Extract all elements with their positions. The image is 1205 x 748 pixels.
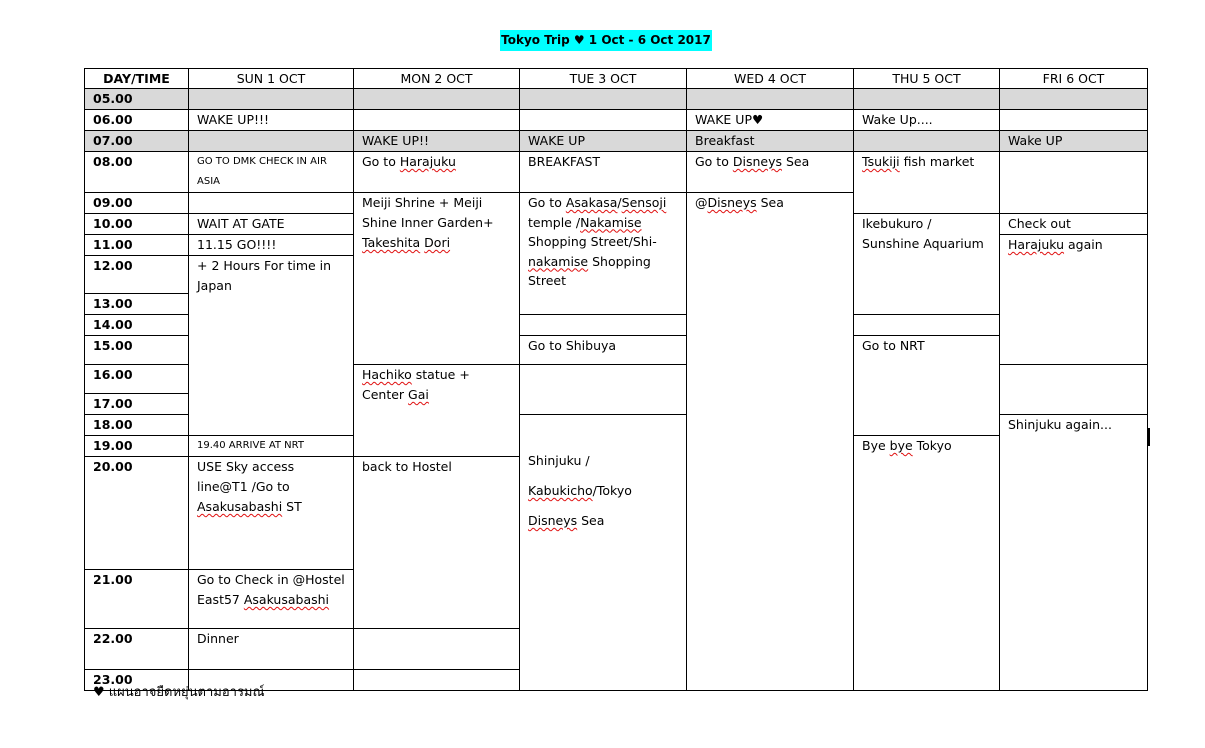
thu-wake: Wake Up.... (854, 110, 1000, 131)
cell-empty (354, 670, 520, 691)
tue-shinjuku (520, 415, 687, 691)
text: Shopping Street (528, 253, 651, 288)
time-cell: 12.00 (85, 256, 189, 294)
text: Disneys (732, 154, 782, 169)
sun-arrive: 19.40 ARRIVE AT NRT (189, 436, 354, 457)
text: /Tokyo (592, 483, 632, 498)
text: Asakasa (565, 195, 618, 210)
text: Sea (781, 154, 810, 169)
text: Disneys (528, 513, 578, 528)
time-cell: 08.00 (85, 152, 189, 193)
text: ST (282, 499, 302, 514)
time-cell: 20.00 (85, 457, 189, 570)
sun-dinner: Dinner (189, 629, 354, 670)
text: Go to (362, 154, 400, 169)
thu-tsukiji (854, 152, 1000, 214)
text: Takeshita (362, 235, 421, 250)
time-cell: 23.00 (85, 670, 189, 691)
cell-empty (520, 89, 687, 110)
time-cell: 13.00 (85, 294, 189, 315)
header-daytime: DAY/TIME (85, 69, 189, 89)
wed-go-disney (687, 152, 854, 193)
text: Disneys (707, 195, 757, 210)
mon-meiji (354, 193, 520, 365)
time-cell: 07.00 (85, 131, 189, 152)
text-cursor (1148, 428, 1150, 446)
header-row (85, 69, 1148, 89)
table-row (85, 89, 1148, 110)
cell-empty (1000, 152, 1148, 214)
text: Gai (408, 387, 429, 402)
fri-nrt: Go to NRT (854, 336, 1000, 436)
text: Meiji Shrine + Meiji Shine Inner Garden+ (362, 195, 494, 230)
text: Go to (528, 195, 566, 210)
time-cell: 05.00 (85, 89, 189, 110)
header-fri: FRI 6 OCT (1000, 69, 1148, 89)
cell-empty (1000, 89, 1148, 110)
schedule-table (84, 68, 1148, 691)
tue-breakfast: BREAKFAST (520, 152, 687, 193)
time-cell: 15.00 (85, 336, 189, 365)
text: Sensoji (621, 195, 667, 210)
line (528, 481, 678, 501)
text: fish market (899, 154, 975, 169)
line (528, 511, 678, 531)
text: Sea (577, 513, 605, 528)
text: statue + Center (362, 367, 470, 402)
cell-empty (354, 110, 520, 131)
cell-empty (854, 131, 1000, 152)
cell-empty (189, 131, 354, 152)
mon-harajuku (354, 152, 520, 193)
text: @ (695, 195, 708, 210)
text: Bye (862, 438, 890, 453)
text: Asakusabashi (197, 499, 283, 514)
text: Tsukiji (862, 154, 900, 169)
time-cell: 16.00 (85, 365, 189, 394)
time-cell: 14.00 (85, 315, 189, 336)
mon-hostel: back to Hostel (354, 457, 520, 629)
text: Kabukicho (528, 483, 593, 498)
text: / (617, 195, 622, 210)
fri-checkout: Check out (1000, 214, 1148, 235)
cell-empty (354, 89, 520, 110)
text: Tokyo (912, 438, 952, 453)
cell-empty (354, 629, 520, 670)
time-cell: 18.00 (85, 415, 189, 436)
text: Hachiko (362, 367, 412, 382)
text: USE Sky access line@T1 /Go to (197, 459, 295, 494)
line (528, 451, 678, 471)
header-tue: TUE 3 OCT (520, 69, 687, 89)
time-cell: 10.00 (85, 214, 189, 235)
header-wed: WED 4 OCT (687, 69, 854, 89)
cell-empty (189, 89, 354, 110)
text: temple / (528, 214, 581, 230)
text: Go to Check in @Hostel East57 (197, 572, 345, 607)
sun-sky-access (189, 457, 354, 570)
sun-wake: WAKE UP!!! (189, 110, 354, 131)
table-row (85, 152, 1148, 193)
time-cell: 19.00 (85, 436, 189, 457)
mon-wake: WAKE UP!! (354, 131, 520, 152)
text: Dori (424, 235, 451, 250)
table-row (85, 131, 1148, 152)
header-thu: THU 5 OCT (854, 69, 1000, 89)
header-sun: SUN 1 OCT (189, 69, 354, 89)
mon-shibuya: Go to Shibuya (520, 336, 687, 365)
sun-go: 11.15 GO!!!! (189, 235, 354, 256)
cell-empty (189, 193, 354, 214)
wed-at-disney (687, 193, 854, 691)
time-cell: 09.00 (85, 193, 189, 214)
text: Asakusabashi (243, 592, 330, 607)
text: again (1064, 237, 1103, 252)
time-cell: 11.00 (85, 235, 189, 256)
text: Shinjuku / (528, 453, 590, 468)
text: Sea (756, 195, 784, 210)
fri-bye (854, 436, 1000, 691)
text: Go to (695, 154, 733, 169)
cell-empty (854, 89, 1000, 110)
header-mon: MON 2 OCT (354, 69, 520, 89)
sun-plus2: + 2 Hours For time in Japan (189, 256, 354, 436)
text: Harajuku (399, 154, 456, 169)
cell-empty (687, 89, 854, 110)
time-cell: 21.00 (85, 570, 189, 629)
thu-shinjuku: Shinjuku again... (1000, 415, 1148, 691)
text: bye (889, 438, 913, 453)
tue-asakusa (520, 193, 687, 315)
mon-hachiko (354, 365, 520, 457)
cell-empty (520, 110, 687, 131)
text: Nakamise (580, 214, 642, 230)
sun-checkin (189, 570, 354, 629)
footnote: ♥ แผนอาจยืดหยุ่นตามอารมณ์ (93, 685, 265, 700)
time-cell: 17.00 (85, 394, 189, 415)
page-title: Tokyo Trip ♥ 1 Oct - 6 Oct 2017 (500, 30, 712, 51)
tue-wake: WAKE UP (520, 131, 687, 152)
fri-wake: Wake UP (1000, 131, 1148, 152)
sun-gate: WAIT AT GATE (189, 214, 354, 235)
time-cell: 06.00 (85, 110, 189, 131)
wed-breakfast: Breakfast (687, 131, 854, 152)
text: Harajuku (1008, 237, 1065, 252)
text: Shopping Street/Shi- (528, 234, 657, 249)
sun-dmk: GO TO DMK CHECK IN AIR ASIA (189, 152, 354, 193)
text: nakamise (528, 253, 589, 269)
table-row (85, 110, 1148, 131)
time-cell: 22.00 (85, 629, 189, 670)
fri-harajuku (1000, 235, 1148, 365)
cell-empty (1000, 110, 1148, 131)
wed-wake: WAKE UP♥ (687, 110, 854, 131)
thu-ikebukuro: Ikebukuro / Sunshine Aquarium (854, 214, 1000, 315)
